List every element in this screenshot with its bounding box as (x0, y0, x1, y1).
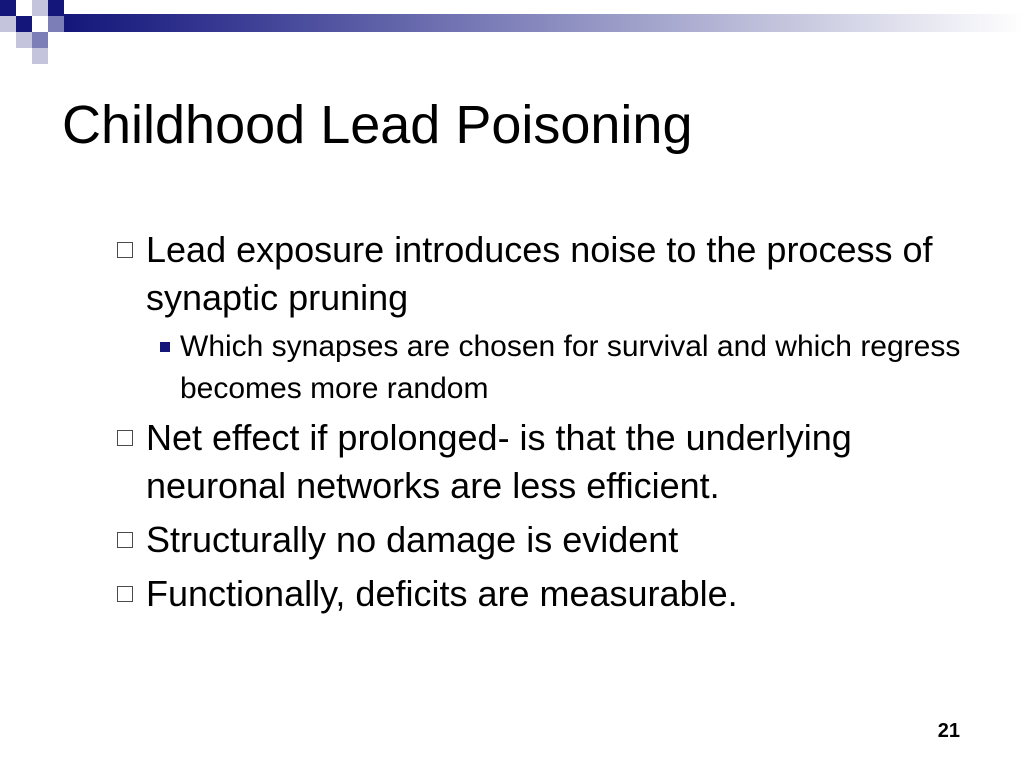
deco-square (0, 0, 16, 16)
deco-square (16, 16, 32, 32)
deco-square (16, 0, 32, 16)
bullet-text: Functionally, deficits are measurable. (146, 573, 738, 614)
bullet-item (110, 516, 970, 564)
deco-square (32, 0, 48, 16)
slide-title: Childhood Lead Poisoning (62, 95, 693, 155)
bullet-list (110, 226, 970, 618)
deco-square (48, 0, 64, 16)
bullet-item (110, 226, 970, 322)
deco-square (32, 32, 48, 48)
deco-square (0, 16, 16, 32)
filled-square-bullet-icon (160, 342, 170, 352)
bullet-text: Lead exposure introduces noise to the process of synaptic pruning (146, 229, 933, 318)
deco-square (32, 16, 48, 32)
sub-bullet-text: Which synapses are chosen for survival and which regress becomes more random (180, 330, 961, 405)
deco-square (48, 16, 64, 32)
hollow-square-bullet-icon (112, 226, 142, 274)
header-gradient-bar (64, 14, 1024, 32)
bullet-text: Net effect if prolonged- is that the underlying neuronal networks are less efficient. (146, 417, 852, 506)
bullet-item (110, 414, 970, 510)
header-decoration (0, 0, 1024, 64)
hollow-square-bullet-icon (112, 570, 142, 618)
bullet-item (110, 570, 970, 618)
page-number: 21 (937, 720, 960, 742)
sub-bullet-item (154, 326, 970, 410)
bullet-text: Structurally no damage is evident (146, 519, 679, 560)
hollow-square-bullet-icon (112, 516, 142, 564)
hollow-square-bullet-icon (112, 414, 142, 462)
deco-square (32, 48, 48, 64)
deco-square (16, 32, 32, 48)
